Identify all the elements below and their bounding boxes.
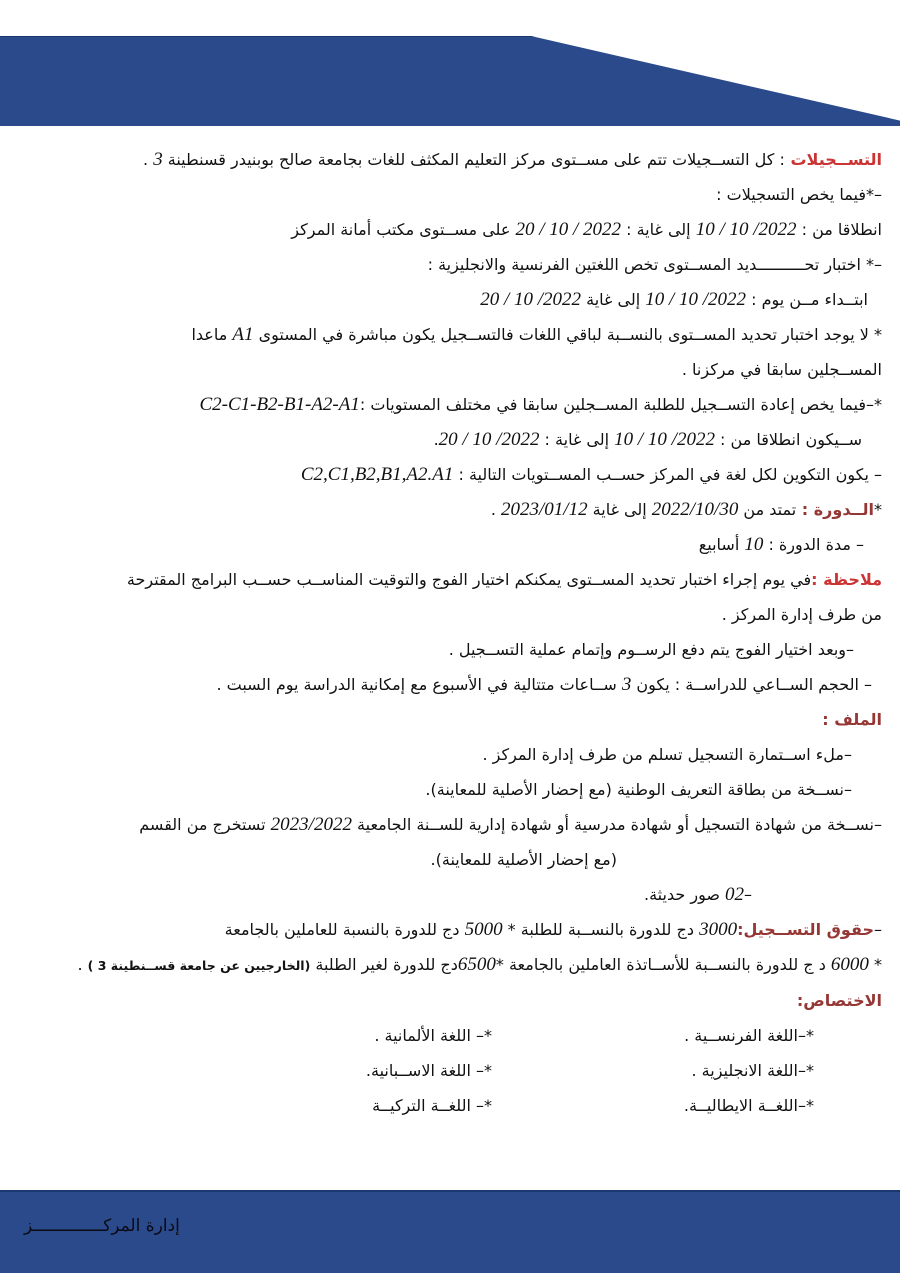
text-line bbox=[18, 912, 882, 947]
inline-number: 5000 bbox=[464, 919, 503, 940]
inline-number: A1 bbox=[232, 324, 254, 345]
heading-segment: التســجيلات bbox=[784, 150, 882, 169]
text-line bbox=[18, 702, 882, 737]
text-line bbox=[18, 737, 882, 772]
language-item bbox=[492, 1053, 882, 1088]
text-segment: *– اللغة الألمانية . bbox=[374, 1026, 492, 1045]
top-banner-shape bbox=[0, 36, 900, 126]
text-segment: *–فيما يخص إعادة التســجيل للطلبة المســجلين سابقا في مختلف المستويات : bbox=[359, 395, 882, 414]
text-segment: إلى غاية bbox=[587, 500, 652, 519]
text-segment: * bbox=[874, 500, 882, 519]
text-segment: دج للدورة بالنسبة للعاملين بالجامعة bbox=[224, 920, 465, 939]
text-line bbox=[18, 142, 882, 177]
language-item bbox=[18, 1018, 492, 1053]
language-item bbox=[492, 1018, 882, 1053]
inline-number: 20 / 10 / 2022 bbox=[515, 219, 622, 240]
text-line bbox=[18, 807, 882, 842]
text-segment: – يكون التكوين لكل لغة في المركز حســب المســتويات التالية : bbox=[453, 465, 882, 484]
heading-segment: (الخارجيين عن جامعة قســنطينة 3 ) bbox=[87, 958, 311, 973]
text-line bbox=[18, 947, 882, 983]
inline-number: 10 / 10 /2022 bbox=[645, 289, 747, 310]
text-line bbox=[18, 667, 882, 702]
inline-number: C2,C1,B2,B1,A2.A1 bbox=[300, 464, 454, 485]
text-line bbox=[18, 247, 882, 282]
text-segment: *–اللغــة الايطاليــة. bbox=[683, 1096, 814, 1115]
inline-number: 2023/01/12 bbox=[501, 499, 588, 520]
inline-number: 10 bbox=[744, 534, 764, 555]
text-line bbox=[18, 772, 882, 807]
inline-number: C2-C1-B2-B1-A2-A1 bbox=[199, 394, 360, 415]
language-item bbox=[18, 1088, 492, 1123]
text-segment: (مع إحضار الأصلية للمعاينة). bbox=[430, 850, 617, 869]
text-segment: – bbox=[744, 885, 752, 904]
text-line bbox=[18, 877, 882, 912]
text-line bbox=[18, 352, 882, 387]
inline-number: 3000 bbox=[699, 919, 738, 940]
inline-number: 20 / 10 /2022 bbox=[438, 429, 540, 450]
text-line bbox=[18, 212, 882, 247]
language-row bbox=[18, 1053, 882, 1088]
text-line bbox=[18, 492, 882, 527]
text-segment: من طرف إدارة المركز . bbox=[721, 605, 882, 624]
heading-segment: ملاحظة : bbox=[811, 570, 882, 589]
text-segment: ابتــداء مــن يوم : bbox=[746, 290, 868, 309]
text-segment: إلى غاية bbox=[581, 290, 646, 309]
text-segment: – الحجم الســاعي للدراســة : يكون bbox=[631, 675, 872, 694]
text-segment: إلى غاية : bbox=[621, 220, 696, 239]
text-segment: ماعدا bbox=[191, 325, 233, 344]
language-row bbox=[18, 1088, 882, 1123]
text-segment: د ج للدورة بالنســبة للأســاتذة العاملين بالجامعة * bbox=[495, 955, 831, 974]
language-row bbox=[18, 1018, 882, 1053]
text-segment: –ملء اســتمارة التسجيل تسلم من طرف إدارة المركز . bbox=[482, 745, 852, 764]
text-segment: . bbox=[77, 955, 88, 974]
text-segment: تستخرج من القسم bbox=[139, 815, 271, 834]
text-segment: – مدة الدورة : bbox=[763, 535, 864, 554]
text-segment: ســيكون انطلاقا من : bbox=[714, 430, 862, 449]
text-line bbox=[18, 177, 882, 212]
text-segment: . bbox=[490, 500, 502, 519]
text-segment: إلى غاية : bbox=[539, 430, 615, 449]
heading-segment: الاختصاص: bbox=[796, 991, 882, 1010]
inline-number: 10 / 10 /2022 bbox=[695, 219, 797, 240]
text-segment: المســجلين سابقا في مركزنا . bbox=[681, 360, 882, 379]
footer-banner bbox=[0, 1190, 900, 1273]
text-segment: * لا يوجد اختبار تحديد المســتوى بالنســبة لباقي اللغات فالتســجيل يكون مباشرة في المستوى bbox=[253, 325, 882, 344]
text-segment: *–اللغة الفرنســية . bbox=[684, 1026, 814, 1045]
text-segment: دج للدورة بالنســبة للطلبة * bbox=[502, 920, 700, 939]
inline-number: 6000 bbox=[830, 954, 869, 975]
text-line bbox=[18, 632, 882, 667]
text-segment: : كل التســجيلات تتم على مســتوى مركز التعليم المكثف للغات بجامعة صالح بوبنيدر قسنطينة bbox=[162, 150, 785, 169]
text-segment: *–اللغة الانجليزية . bbox=[691, 1061, 814, 1080]
inline-number: 2022/10/30 bbox=[651, 499, 739, 520]
heading-segment: الــدورة : bbox=[796, 500, 874, 519]
text-line bbox=[18, 282, 882, 317]
inline-number: 2023/2022 bbox=[270, 814, 352, 835]
text-segment: –*فيما يخص التسجيلات : bbox=[716, 185, 882, 204]
text-segment: –* اختبار تحــــــــــديد المســتوى تخص اللغتين الفرنسية والانجليزية : bbox=[427, 255, 882, 274]
inline-number: 02 bbox=[725, 884, 744, 905]
document-body bbox=[18, 142, 882, 1123]
text-line bbox=[18, 597, 882, 632]
inline-number: 20 / 10 /2022 bbox=[480, 289, 582, 310]
inline-number: 10 / 10 /2022 bbox=[614, 429, 715, 450]
text-line bbox=[18, 457, 882, 492]
text-segment: تمتد من bbox=[738, 500, 797, 519]
text-segment: انطلاقا من : bbox=[796, 220, 882, 239]
text-line bbox=[18, 562, 882, 597]
footer-label: إدارة المركــــــــــــــز bbox=[24, 1216, 180, 1236]
heading-segment: حقوق التســجيل: bbox=[737, 920, 874, 939]
inline-number: 6500 bbox=[457, 954, 496, 975]
text-line bbox=[18, 422, 882, 457]
text-segment: *– اللغة الاســبانية. bbox=[365, 1061, 492, 1080]
text-segment: * bbox=[868, 955, 882, 974]
text-segment: –نســخة من شهادة التسجيل أو شهادة مدرسية أو شهادة إدارية للســنة الجامعية bbox=[351, 815, 882, 834]
inline-number: 3 bbox=[153, 149, 163, 170]
text-segment: . bbox=[143, 150, 154, 169]
heading-segment: الملف : bbox=[822, 710, 882, 729]
text-segment: . bbox=[433, 430, 439, 449]
text-segment: على مســتوى مكتب أمانة المركز bbox=[291, 220, 516, 239]
text-segment: –نســخة من بطاقة التعريف الوطنية (مع إحضار الأصلية للمعاينة). bbox=[425, 780, 852, 799]
text-segment: صور حديثة. bbox=[644, 885, 725, 904]
language-item bbox=[492, 1088, 882, 1123]
text-segment: دج للدورة لغير الطلبة bbox=[310, 955, 458, 974]
text-segment: في يوم إجراء اختبار تحديد المســتوى يمكنكم اختيار الفوج والتوقيت المناســب حســب البرامج المقترحة bbox=[126, 570, 812, 589]
text-line bbox=[18, 983, 882, 1018]
text-segment: – bbox=[874, 920, 882, 939]
text-line bbox=[18, 527, 882, 562]
text-segment: –وبعد اختيار الفوج يتم دفع الرســوم وإتمام عملية التســجيل . bbox=[448, 640, 854, 659]
language-item bbox=[18, 1053, 492, 1088]
text-line bbox=[18, 842, 882, 877]
text-segment: ســاعات متتالية في الأسبوع مع إمكانية الدراسة يوم السبت . bbox=[216, 675, 622, 694]
inline-number: 3 bbox=[621, 674, 632, 695]
text-segment: أسابيع bbox=[698, 535, 745, 554]
text-segment: *– اللغــة التركيــة bbox=[372, 1096, 492, 1115]
text-line bbox=[18, 387, 882, 422]
text-line bbox=[18, 317, 882, 352]
